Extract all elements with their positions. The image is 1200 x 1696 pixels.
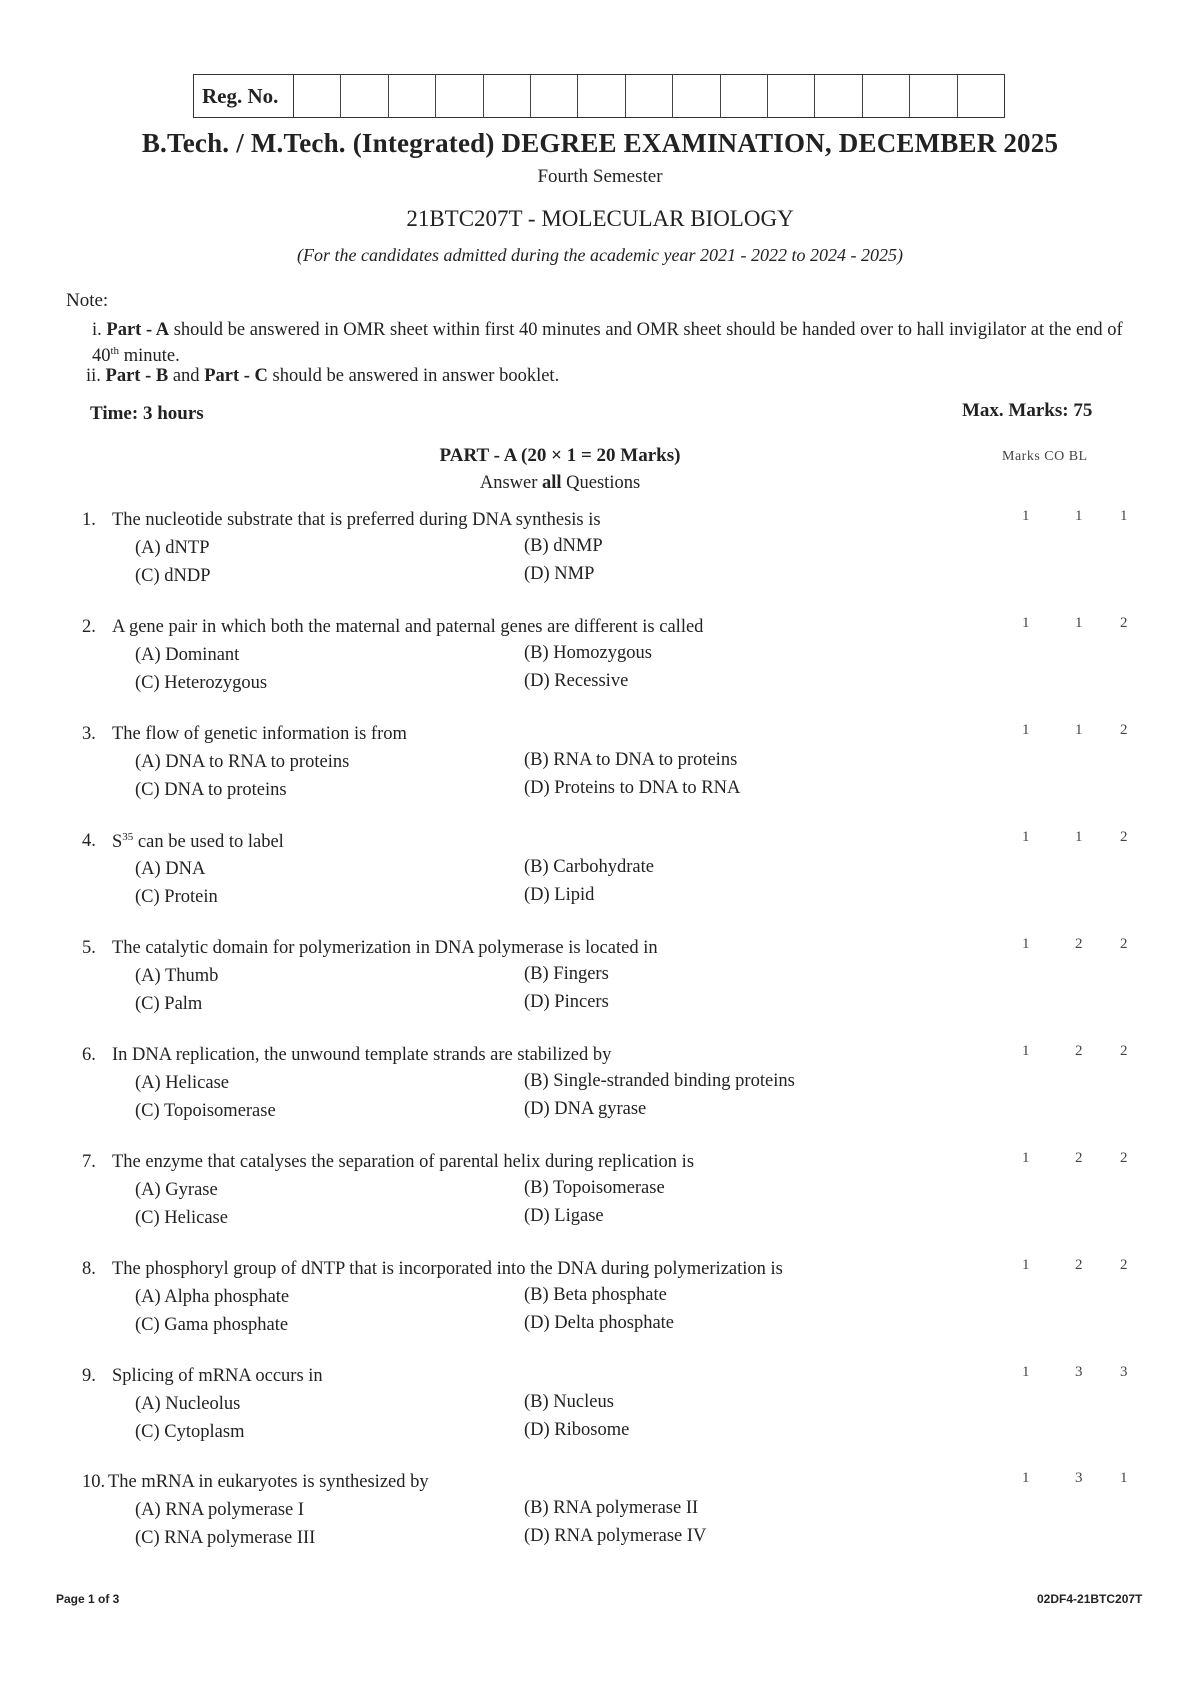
option-d: (D) Recessive xyxy=(524,671,629,691)
question-bl: 2 xyxy=(1120,829,1128,845)
exam-title: B.Tech. / M.Tech. (Integrated) DEGREE EXAMINATION, DECEMBER 2025 xyxy=(141,128,1059,158)
note-item-1-text: should be answered in OMR sheet within first 40 minutes and OMR sheet should be handed over to hall invigilator at the end of 40 xyxy=(92,320,1123,367)
note-item-1-text-end: minute. xyxy=(119,346,180,367)
reg-no-cell xyxy=(294,75,341,117)
note-part-a: Part - A xyxy=(106,320,170,340)
option-a: (A) Gyrase xyxy=(135,1180,218,1200)
admitted-note: (For the candidates admitted during the academic year 2021 - 2022 to 2024 - 2025) xyxy=(297,245,903,265)
exam-time: Time: 3 hours xyxy=(90,403,204,424)
note-item-2-text: should be answered in answer booklet. xyxy=(267,366,560,386)
question-marks: 1 xyxy=(1022,1150,1030,1166)
part-a-instruction-prefix: Answer xyxy=(479,473,542,493)
question-co: 3 xyxy=(1075,1364,1083,1380)
question-co: 1 xyxy=(1075,829,1083,845)
question-text-post: can be used to label xyxy=(133,832,284,853)
question-number: 10. xyxy=(82,1472,106,1492)
option-c: (C) Cytoplasm xyxy=(135,1422,245,1442)
question-bl: 2 xyxy=(1120,1257,1128,1273)
reg-no-cell xyxy=(341,75,388,117)
option-b: (B) Carbohydrate xyxy=(524,857,654,877)
course-title: 21BTC207T - MOLECULAR BIOLOGY xyxy=(406,206,794,231)
option-b: (B) RNA to DNA to proteins xyxy=(524,750,738,770)
question-number: 7. xyxy=(82,1152,96,1172)
semester: Fourth Semester xyxy=(537,166,663,187)
reg-no-label: Reg. No. xyxy=(194,75,294,117)
option-d: (D) Proteins to DNA to RNA xyxy=(524,778,741,798)
question-number: 1. xyxy=(82,510,96,530)
question-text-pre: S xyxy=(112,832,123,853)
option-d: (D) DNA gyrase xyxy=(524,1099,647,1119)
reg-no-cell xyxy=(389,75,436,117)
question-number: 5. xyxy=(82,938,96,958)
part-a-title: PART - A (20 × 1 = 20 Marks) xyxy=(439,445,681,466)
part-a-instruction-suffix: Questions xyxy=(561,473,641,493)
option-d: (D) Ligase xyxy=(524,1206,604,1226)
question-number: 9. xyxy=(82,1366,96,1386)
option-d: (D) Lipid xyxy=(524,885,595,905)
question-marks: 1 xyxy=(1022,508,1030,524)
option-a: (A) Alpha phosphate xyxy=(135,1287,290,1307)
option-b: (B) Topoisomerase xyxy=(524,1178,665,1198)
option-c: (C) Protein xyxy=(135,887,218,907)
reg-no-cell xyxy=(436,75,483,117)
question-bl: 1 xyxy=(1120,508,1128,524)
question-bl: 2 xyxy=(1120,615,1128,631)
option-a: (A) Dominant xyxy=(135,645,240,665)
question-text: A gene pair in which both the maternal and paternal genes are different is called xyxy=(112,617,704,637)
page-number: Page 1 of 3 xyxy=(56,1592,120,1606)
option-c: (C) Helicase xyxy=(135,1208,228,1228)
option-c: (C) Palm xyxy=(135,994,203,1014)
option-d: (D) RNA polymerase IV xyxy=(524,1526,707,1546)
option-b: (B) dNMP xyxy=(524,536,603,556)
option-a: (A) DNA xyxy=(135,859,206,879)
option-c: (C) Gama phosphate xyxy=(135,1315,289,1335)
question-marks: 1 xyxy=(1022,1364,1030,1380)
question-co: 1 xyxy=(1075,615,1083,631)
marks-co-bl-header: Marks CO BL xyxy=(1002,449,1088,464)
question-marks: 1 xyxy=(1022,936,1030,952)
option-b: (B) Single-stranded binding proteins xyxy=(524,1071,795,1091)
question-number: 8. xyxy=(82,1259,96,1279)
reg-no-cell xyxy=(626,75,673,117)
option-b: (B) Nucleus xyxy=(524,1392,614,1412)
question-text: The nucleotide substrate that is preferred during DNA synthesis is xyxy=(112,510,601,530)
option-c: (C) RNA polymerase III xyxy=(135,1528,316,1548)
question-number: 6. xyxy=(82,1045,96,1065)
question-text: The phosphoryl group of dNTP that is incorporated into the DNA during polymerization is xyxy=(112,1259,783,1279)
reg-no-cell xyxy=(531,75,578,117)
option-b: (B) Fingers xyxy=(524,964,609,984)
question-co: 1 xyxy=(1075,508,1083,524)
question-co: 1 xyxy=(1075,722,1083,738)
question-marks: 1 xyxy=(1022,1257,1030,1273)
note-item-2-and: and xyxy=(168,366,205,386)
question-marks: 1 xyxy=(1022,615,1030,631)
question-text: The mRNA in eukaryotes is synthesized by xyxy=(108,1472,429,1492)
reg-no-cell xyxy=(815,75,862,117)
question-co: 2 xyxy=(1075,1257,1083,1273)
reg-no-cell xyxy=(910,75,957,117)
question-co: 2 xyxy=(1075,1150,1083,1166)
option-a: (A) DNA to RNA to proteins xyxy=(135,752,350,772)
option-c: (C) DNA to proteins xyxy=(135,780,287,800)
question-number: 3. xyxy=(82,724,96,744)
part-a-instruction xyxy=(0,473,1120,494)
question-text xyxy=(112,831,284,853)
question-text: The catalytic domain for polymerization in DNA polymerase is located in xyxy=(112,938,658,958)
question-text: The flow of genetic information is from xyxy=(112,724,407,744)
question-text-sup: 35 xyxy=(122,831,134,843)
note-part-b: Part - B xyxy=(105,366,169,386)
question-text: Splicing of mRNA occurs in xyxy=(112,1366,323,1386)
reg-no-cell xyxy=(673,75,720,117)
note-item-1-prefix: i. xyxy=(92,320,107,340)
question-marks: 1 xyxy=(1022,1043,1030,1059)
question-number: 4. xyxy=(82,831,96,851)
question-marks: 1 xyxy=(1022,829,1030,845)
question-bl: 2 xyxy=(1120,936,1128,952)
question-text: The enzyme that catalyses the separation of parental helix during replication is xyxy=(112,1152,695,1172)
option-d: (D) Delta phosphate xyxy=(524,1313,675,1333)
option-a: (A) Helicase xyxy=(135,1073,229,1093)
question-bl: 2 xyxy=(1120,722,1128,738)
question-bl: 1 xyxy=(1120,1470,1128,1486)
question-co: 2 xyxy=(1075,936,1083,952)
option-d: (D) Ribosome xyxy=(524,1420,630,1440)
note-part-c: Part - C xyxy=(204,366,268,386)
question-bl: 2 xyxy=(1120,1150,1128,1166)
option-c: (C) Heterozygous xyxy=(135,673,268,693)
note-item-1 xyxy=(92,320,1142,367)
max-marks: Max. Marks: 75 xyxy=(962,400,1093,421)
option-c: (C) Topoisomerase xyxy=(135,1101,276,1121)
note-item-2-prefix: ii. xyxy=(86,366,106,386)
option-b: (B) Homozygous xyxy=(524,643,652,663)
note-label: Note: xyxy=(66,290,109,311)
option-a: (A) dNTP xyxy=(135,538,210,558)
reg-no-cell xyxy=(768,75,815,117)
option-a: (A) Nucleolus xyxy=(135,1394,241,1414)
reg-no-cell xyxy=(958,75,1004,117)
reg-no-cell xyxy=(721,75,768,117)
question-marks: 1 xyxy=(1022,722,1030,738)
reg-no-cell xyxy=(578,75,625,117)
paper-code: 02DF4-21BTC207T xyxy=(1037,1592,1143,1606)
note-item-2 xyxy=(86,366,559,387)
option-d: (D) Pincers xyxy=(524,992,609,1012)
option-d: (D) NMP xyxy=(524,564,595,584)
question-co: 2 xyxy=(1075,1043,1083,1059)
question-marks: 1 xyxy=(1022,1470,1030,1486)
option-c: (C) dNDP xyxy=(135,566,211,586)
option-b: (B) RNA polymerase II xyxy=(524,1498,699,1518)
option-b: (B) Beta phosphate xyxy=(524,1285,667,1305)
option-a: (A) RNA polymerase I xyxy=(135,1500,305,1520)
reg-no-cell xyxy=(863,75,910,117)
question-text: In DNA replication, the unwound template strands are stabilized by xyxy=(112,1045,612,1065)
note-item-1-sup: th xyxy=(110,345,120,357)
reg-no-box xyxy=(193,74,1005,118)
option-a: (A) Thumb xyxy=(135,966,219,986)
question-number: 2. xyxy=(82,617,96,637)
reg-no-cell xyxy=(484,75,531,117)
part-a-instruction-bold: all xyxy=(542,473,562,493)
question-bl: 3 xyxy=(1120,1364,1128,1380)
question-co: 3 xyxy=(1075,1470,1083,1486)
question-bl: 2 xyxy=(1120,1043,1128,1059)
